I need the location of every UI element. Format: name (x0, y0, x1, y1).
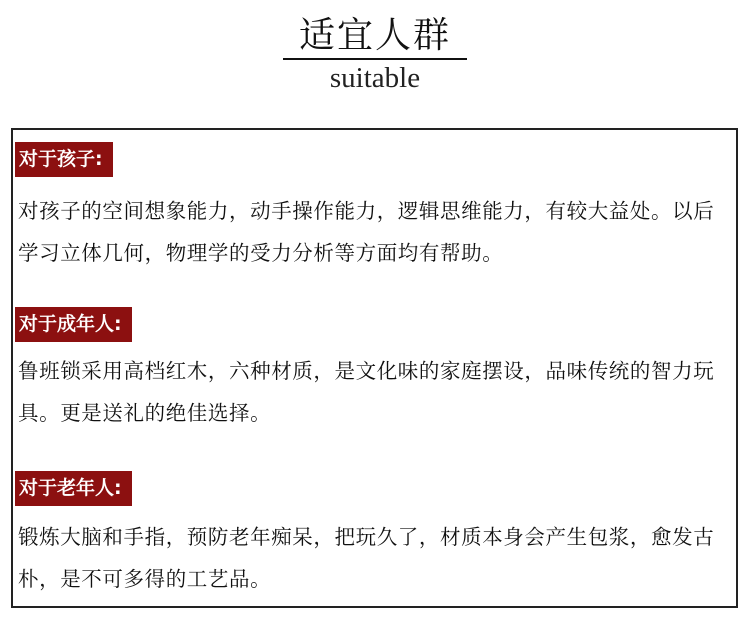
suitable-groups-panel (11, 128, 738, 608)
section-label-children: 对于孩子: (15, 142, 113, 177)
section-text-children: 对孩子的空间想象能力，动手操作能力，逻辑思维能力，有较大益处。以后学习立体几何，物理学的受力分析等方面均有帮助。 (18, 199, 715, 265)
page-title: 适宜人群 (298, 15, 451, 56)
section-text-elderly: 锻炼大脑和手指，预防老年痴呆，把玩久了，材质本身会产生包浆，愈发古朴，是不可多得的工艺品。 (18, 525, 715, 591)
section-label-adults: 对于成年人: (15, 307, 132, 342)
section-label-elderly: 对于老年人: (15, 471, 132, 506)
section-text-adults: 鲁班锁采用高档红木，六种材质，是文化味的家庭摆设，品味传统的智力玩具。更是送礼的绝佳选择。 (18, 359, 715, 425)
page-subtitle: suitable (329, 62, 421, 94)
